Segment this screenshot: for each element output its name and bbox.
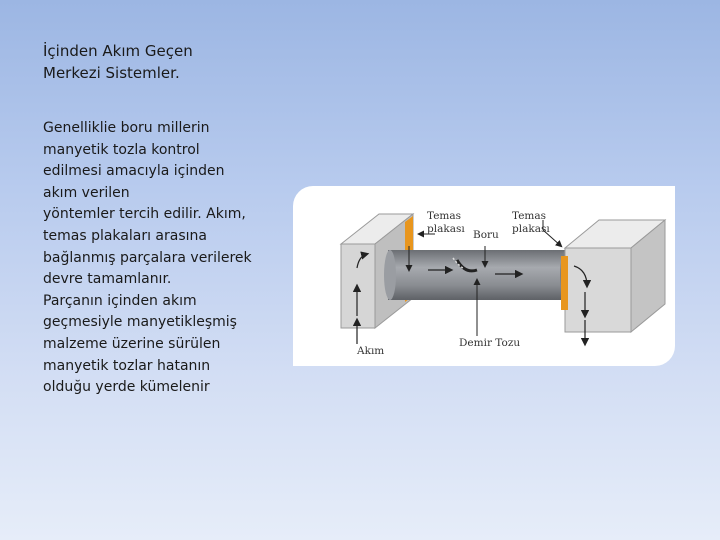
pipe [384,250,572,300]
title-line-1: İçinden Akım Geçen [43,42,193,60]
label-boru: Boru [473,229,499,241]
magnetization-diagram [293,186,675,366]
paragraph-3 [43,291,273,399]
text-line: devre tamamlanır. [43,271,172,288]
body-text [43,118,273,399]
text-line: yöntemler tercih edilir. Akım, [43,206,246,223]
paragraph-2 [43,204,273,290]
text-line: olduğu yerde kümelenir [43,379,210,396]
text-line: manyetik tozla kontrol [43,141,200,158]
text-line: bağlanmış parçalara verilerek [43,249,252,266]
label-demir-tozu: Demir Tozu [459,337,521,349]
text-line: manyetik tozlar hatanın [43,357,211,374]
label-temas-left-2: plakası [427,223,465,235]
text-line: Parçanın içinden akım [43,292,197,309]
label-temas-right-2: plakası [512,223,550,235]
label-akim: Akım [357,345,385,357]
text-line: Genelliklie boru millerin [43,120,210,136]
label-temas-right-1: Temas [512,210,547,222]
text-line: akım verilen [43,184,130,201]
text-line: geçmesiyle manyetikleşmiş [43,314,237,331]
text-line: malzeme üzerine sürülen [43,335,221,352]
right-contact-block [561,220,665,332]
paragraph-1 [43,118,273,204]
text-line: edilmesi amacıyla içinden [43,163,225,180]
text-line: temas plakaları arasına [43,227,207,244]
right-contact-plate [561,256,568,310]
diagram-svg [293,186,675,366]
label-temas-left-1: Temas [427,210,462,222]
title-line-2: Merkezi Sistemler. [43,64,180,82]
slide-title [43,40,303,84]
